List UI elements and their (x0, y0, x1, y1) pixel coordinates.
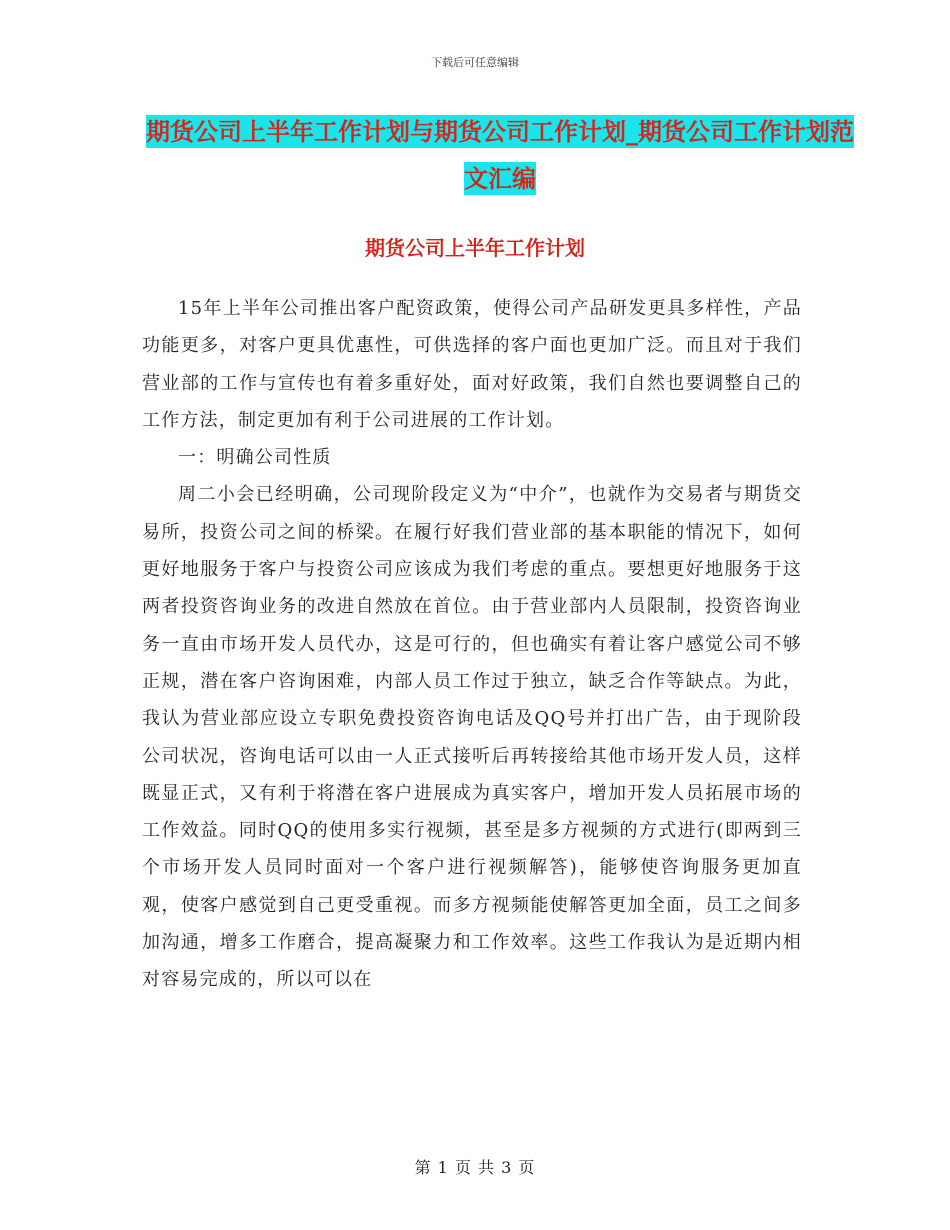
header-note: 下载后可任意编辑 (431, 56, 519, 69)
document-title (140, 108, 860, 202)
paragraph-intro: 15年上半年公司推出客户配资政策，使得公司产品研发更具多样性，产品功能更多，对客户更具优惠性，可供选择的客户面也更加广泛。而且对于我们营业部的工作与宣传也有着多重好处，面对好政策，我们自然也要调整自己的工作方法，制定更加有利于公司进展的工作计划。 (142, 298, 802, 431)
document-body (142, 290, 802, 999)
paragraph-main: 周二小会已经明确，公司现阶段定义为“中介”，也就作为交易者与期货交易所，投资公司之间的桥梁。在履行好我们营业部的基本职能的情况下，如何更好地服务于客户与投资公司应该成为我们考虑的重点。要想更好地服务于这两者投资咨询业务的改进自然放在首位。由于营业部内人员限制，投资咨询业务一直由市场开发人员代办，这是可行的，但也确实有着让客户感觉公司不够正规，潜在客户咨询困难，内部人员工作过于独立，缺乏合作等缺点。为此，我认为营业部应设立专职免费投资咨询电话及QQ号并打出广告，由于现阶段公司状况，咨询电话可以由一人正式接听后再转接给其他市场开发人员，这样既显正式，又有利于将潜在客户进展成为真实客户，增加开发人员拓展市场的工作效益。同时QQ的使用多实行视频，甚至是多方视频的方式进行(即两到三个市场开发人员同时面对一个客户进行视频解答)，能够使咨询服务更加直观，使客户感觉到自己更受重视。而多方视频能使解答更加全面，员工之间多加沟通，增多工作磨合，提高凝聚力和工作效率。这些工作我认为是近期内相对容易完成的，所以可以在 (142, 484, 802, 991)
section-title: 期货公司上半年工作计划 (365, 236, 585, 260)
paragraph-heading-1: 一：明确公司性质 (178, 447, 332, 469)
document-title-text: 期货公司上半年工作计划与期货公司工作计划_期货公司工作计划范文汇编 (146, 117, 854, 193)
page-footer: 第 1 页 共 3 页 (414, 1158, 536, 1177)
